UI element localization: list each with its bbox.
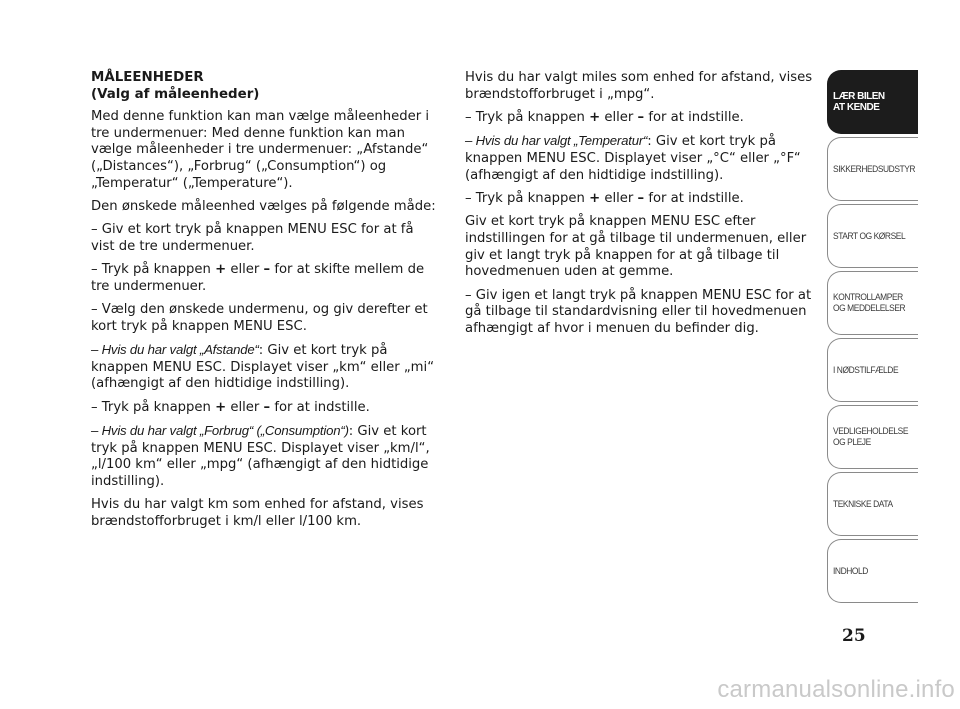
text: – Tryk på knappen	[91, 399, 216, 415]
tab-label: INDHOLD	[833, 565, 868, 577]
tab-tekniske-data[interactable]	[827, 472, 918, 536]
tab-label: START OG KØRSEL	[833, 230, 906, 242]
tab-vedligeholdelse[interactable]	[827, 405, 918, 469]
minus-symbol: –	[637, 109, 645, 125]
text: – Tryk på knappen	[465, 109, 590, 125]
tab-label: LÆR BILEN AT KENDE	[833, 91, 885, 113]
step-temperature	[465, 133, 815, 184]
plus-symbol: +	[589, 190, 601, 206]
tab-laer-bilen-at-kende[interactable]	[827, 70, 918, 134]
text: : Giv et kort tryk på knappen MENU ESC. Displayet viser „km“ eller „mi“ (afhængigt af den hidtidige indstilling).	[91, 343, 435, 392]
page-number: 25	[842, 626, 866, 646]
step-adjust-consumption	[465, 110, 815, 127]
watermark: carmanualsonline.info	[717, 676, 955, 703]
italic-lead: – Hvis du har valgt „Temperatur“	[465, 133, 648, 149]
text: eller	[600, 190, 638, 206]
text: – Tryk på knappen	[91, 262, 216, 278]
tab-label: VEDLIGEHOLDELSE OG PLEJE	[833, 426, 909, 448]
tab-kontrollamper[interactable]	[827, 271, 918, 335]
step-adjust-temperature	[465, 191, 815, 208]
tab-start-og-korsel[interactable]	[827, 204, 918, 268]
text: – Tryk på knappen	[465, 190, 590, 206]
tab-sikkerhedsudstyr[interactable]	[827, 137, 918, 201]
step-choose-submenu: – Vælg den ønskede undermenu, og giv derefter et kort tryk på knappen MENU ESC.	[91, 302, 428, 334]
heading-subtitle: (Valg af måleenheder)	[91, 86, 260, 102]
text: for at indstille.	[644, 190, 744, 206]
italic-lead: – Hvis du har valgt „Forbrug“ („Consumption“)	[91, 423, 349, 439]
plus-symbol: +	[215, 262, 227, 278]
text: : Giv et kort tryk på knappen MENU ESC. Displayet viser „km/l“, „l/100 km“ eller „mpg“ (afhængigt af den hidtidige indstilling).	[91, 424, 430, 490]
tab-label: KONTROLLAMPER OG MEDDELELSER	[833, 292, 906, 314]
section-heading	[91, 70, 441, 103]
minus-symbol: –	[263, 399, 271, 415]
step-show-submenus: – Giv et kort tryk på knappen MENU ESC for at få vist de tre undermenuer.	[91, 222, 414, 254]
paragraph-selection: Den ønskede måleenhed vælges på følgende måde:	[91, 198, 436, 214]
step-adjust-distance	[91, 400, 441, 417]
step-consumption	[91, 423, 441, 490]
intro-paragraph: Med denne funktion kan man vælge måleenheder i tre undermenuer: Med denne funktion kan man vælge måleenheder i tre undermenuer: „Afstande“ („Distances“), „Forbrug“ („Consumption“) og „Temperatur“ („Temperature“).	[91, 109, 430, 191]
tab-indhold[interactable]	[827, 539, 918, 603]
minus-symbol: –	[263, 262, 271, 278]
text: : Giv et kort tryk på knappen MENU ESC. Displayet viser „°C“ eller „°F“ (afhængigt af den hidtidige indstilling).	[465, 134, 801, 183]
minus-symbol: –	[637, 190, 645, 206]
paragraph-return: Giv et kort tryk på knappen MENU ESC efter indstillingen for at gå tilbage til undermenuen, eller giv et langt tryk på knappen for at gå tilbage til hovedmenuen uden at gemme.	[465, 214, 807, 280]
text: eller	[226, 262, 264, 278]
paragraph-miles-consumption: Hvis du har valgt miles som enhed for afstand, vises brændstofforbruget i „mpg“.	[465, 70, 813, 102]
plus-symbol: +	[589, 109, 601, 125]
paragraph-exit: – Giv igen et langt tryk på knappen MENU ESC for at gå tilbage til standardvisning eller til hovedmenuen afhængigt af hvor i menuen du befinder dig.	[465, 287, 812, 336]
left-column	[91, 70, 441, 537]
text: for at indstille.	[644, 109, 744, 125]
heading-title: MÅLEENHEDER	[91, 70, 204, 85]
text: eller	[600, 109, 638, 125]
text: for at skifte mellem de tre undermenuer.	[91, 262, 425, 294]
tab-i-nodstilfaelde[interactable]	[827, 338, 918, 402]
section-tabs	[827, 70, 918, 606]
italic-lead: – Hvis du har valgt „Afstande“	[91, 342, 259, 358]
tab-label: I NØDSTILFÆLDE	[833, 364, 899, 376]
text: for at indstille.	[270, 399, 370, 415]
right-column	[465, 70, 815, 344]
tab-label: SIKKERHEDSUDSTYR	[833, 163, 916, 175]
plus-symbol: +	[215, 399, 227, 415]
text: eller	[226, 399, 264, 415]
tab-label: TEKNISKE DATA	[833, 498, 893, 510]
step-distance	[91, 342, 441, 393]
paragraph-km-consumption: Hvis du har valgt km som enhed for afstand, vises brændstofforbruget i km/l eller l/100 km.	[91, 497, 424, 530]
step-switch-submenus	[91, 262, 441, 295]
